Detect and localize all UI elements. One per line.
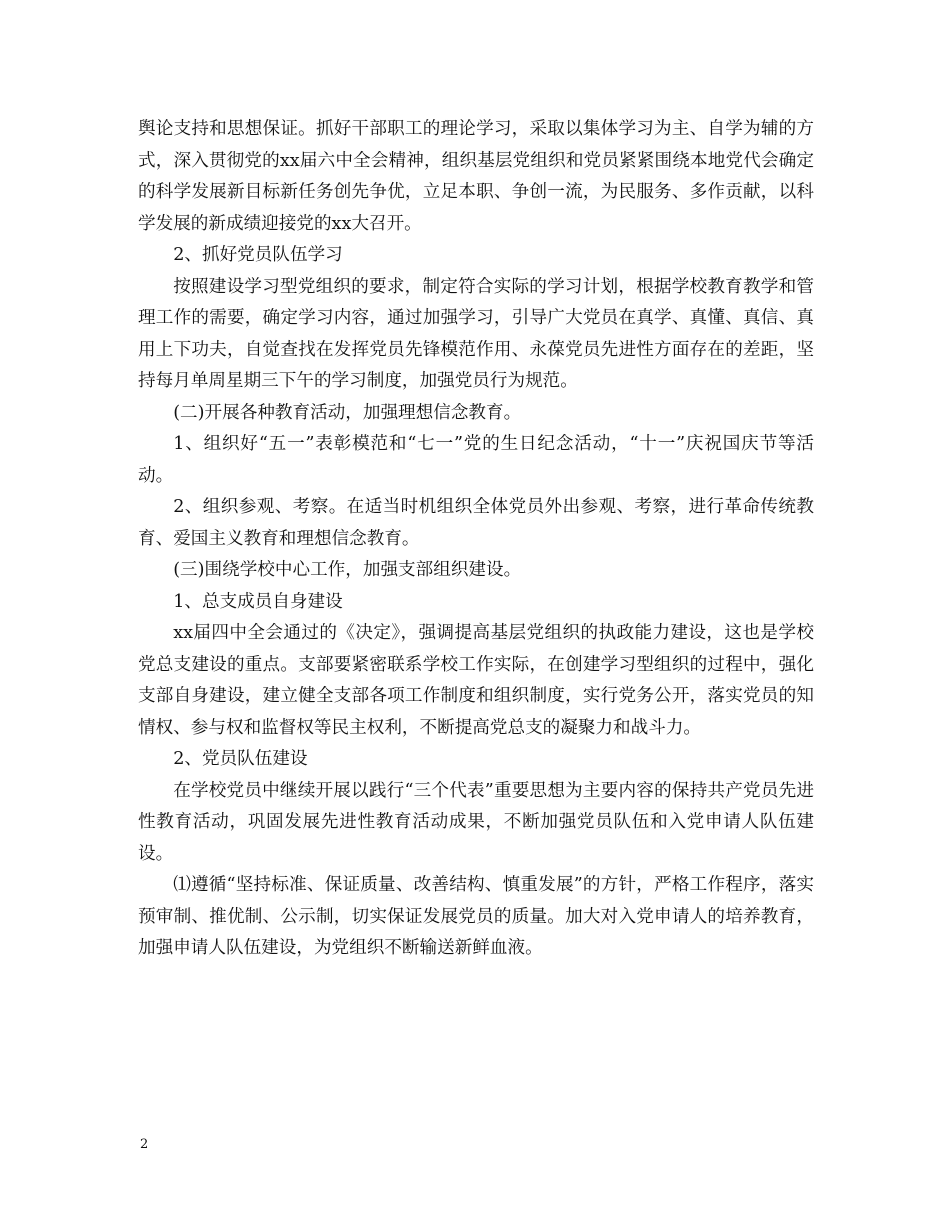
page-number: 2	[140, 1137, 149, 1152]
paragraph-development-policy: ⑴遵循“坚持标准、保证质量、改善结构、慎重发展”的方针，严格工作程序，落实预审制、推优制、公示制，切实保证发展党员的质量。加大对入党申请人的培养教育，加强申请人队伍建设，为党组织不断输送新鲜血液。	[138, 875, 814, 958]
section-heading-member-team-building: 2、党员队伍建设	[173, 749, 308, 769]
paragraph-decision-building: xx届四中全会通过的《决定》，强调提高基层党组织的执政能力建设，这也是学校党总支建设的重点。支部要紧密联系学校工作实际，在创建学习型组织的过程中，强化支部自身建设，建立健全支部各项工作制度和组织制度，实行党务公开，落实党员的知情权、参与权和监督权等民主权利，不断提高党总支的凝聚力和战斗力。	[138, 623, 814, 738]
document-body	[138, 114, 814, 965]
paragraph-visits-inspections: 2、组织参观、考察。在适当时机组织全体党员外出参观、考察，进行革命传统教育、爱国主义教育和理想信念教育。	[138, 497, 814, 549]
paragraph-continuation: 舆论支持和思想保证。抓好干部职工的理论学习，采取以集体学习为主、自学为辅的方式，深入贯彻党的xx届六中全会精神，组织基层党组织和党员紧紧围绕本地党代会确定的科学发展新目标新任务创先争优，立足本职、争创一流，为民服务、多作贡献，以科学发展的新成绩迎接党的xx大召开。	[138, 119, 814, 234]
paragraph-advanced-education: 在学校党员中继续开展以践行“三个代表”重要思想为主要内容的保持共产党员先进性教育活动，巩固发展先进性教育活动成果，不断加强党员队伍和入党申请人队伍建设。	[138, 780, 814, 864]
section-heading-member-self-building: 1、总支成员自身建设	[173, 591, 343, 612]
paragraph-study-plan: 按照建设学习型党组织的要求，制定符合实际的学习计划，根据学校教育教学和管理工作的需要，确定学习内容，通过加强学习，引导广大党员在真学、真懂、真信、真用上下功夫，自觉查找在发挥党员先锋模范作用、永葆党员先进性方面存在的差距，坚持每月单周星期三下午的学习制度，加强党员行为规范。	[138, 276, 814, 391]
section-heading-party-member-study: 2、抓好党员队伍学习	[173, 245, 343, 265]
paragraph-commemoration-activities: 1、组织好“五一”表彰模范和“七一”党的生日纪念活动，“十一”庆祝国庆节等活动。	[138, 434, 814, 486]
section-heading-education-activities: (二)开展各种教育活动，加强理想信念教育。	[173, 402, 522, 423]
section-heading-branch-organization: (三)围绕学校中心工作，加强支部组织建设。	[173, 560, 522, 580]
